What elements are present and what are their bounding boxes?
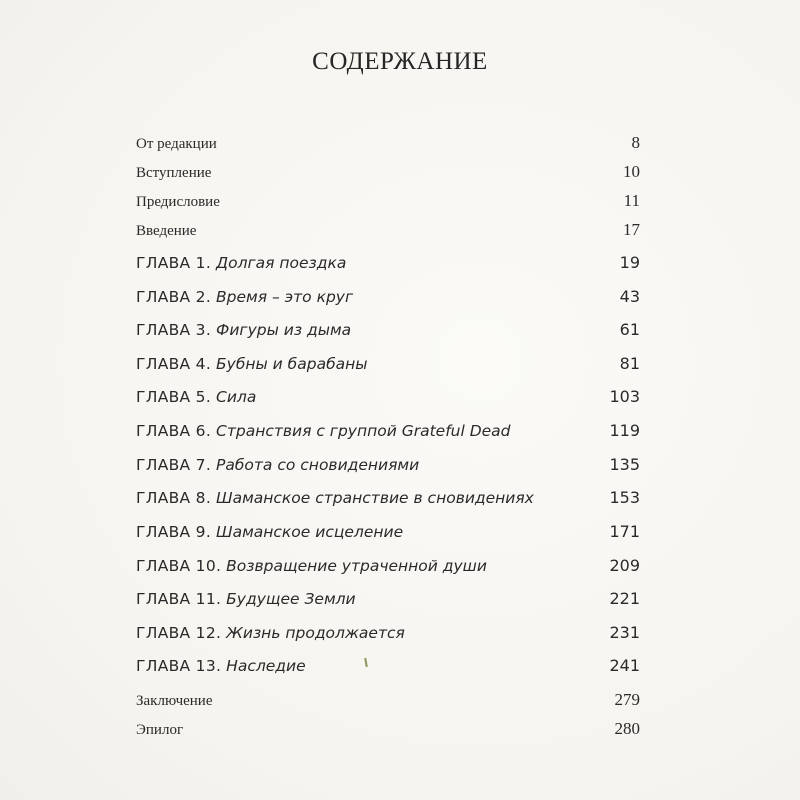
entry-label — [136, 355, 368, 373]
entry-page-number: 8 — [631, 133, 640, 152]
page-title: СОДЕРЖАНИЕ — [312, 48, 488, 75]
chapter-number: ГЛАВА 6. — [136, 422, 212, 440]
entry-label — [136, 489, 534, 507]
entry-label — [136, 624, 405, 642]
entry-label — [136, 456, 419, 474]
toc-entry-chapter-9[interactable] — [136, 522, 640, 541]
chapter-number: ГЛАВА 7. — [136, 456, 212, 474]
toc-entry-chapter-5[interactable] — [136, 387, 640, 406]
entry-label — [136, 422, 511, 440]
chapter-title: Сила — [216, 388, 257, 406]
entry-label — [136, 657, 306, 675]
entry-label: От редакции — [136, 136, 217, 152]
entry-page-number: 19 — [619, 253, 640, 272]
chapter-title: Работа со сновидениями — [216, 456, 420, 474]
toc-entry-chapter-6[interactable] — [136, 421, 640, 440]
toc-entry-chapter-4[interactable] — [136, 354, 640, 373]
entry-label: Предисловие — [136, 194, 220, 210]
entry-page-number: 171 — [609, 522, 640, 541]
entry-page-number: 135 — [609, 455, 640, 474]
entry-label — [136, 321, 351, 339]
chapter-title: Возвращение утраченной души — [226, 557, 487, 575]
entry-label: Заключение — [136, 693, 213, 709]
chapter-number: ГЛАВА 2. — [136, 288, 212, 306]
entry-page-number: 153 — [609, 488, 640, 507]
toc-entry-chapter-3[interactable] — [136, 320, 640, 339]
chapter-title: Шаманское странствие в сновидениях — [216, 489, 534, 507]
chapter-number: ГЛАВА 5. — [136, 388, 212, 406]
chapter-number: ГЛАВА 10. — [136, 557, 222, 575]
entry-page-number: 119 — [609, 421, 640, 440]
chapter-number: ГЛАВА 4. — [136, 355, 212, 373]
chapter-number: ГЛАВА 8. — [136, 489, 212, 507]
chapter-number: ГЛАВА 1. — [136, 254, 212, 272]
toc-entry-introduction[interactable] — [136, 220, 640, 240]
entry-label: Вступление — [136, 165, 212, 181]
chapter-number: ГЛАВА 11. — [136, 590, 222, 608]
chapter-number: ГЛАВА 9. — [136, 523, 212, 541]
entry-label — [136, 557, 487, 575]
toc-entry-epilogue[interactable] — [136, 719, 640, 739]
chapter-title: Фигуры из дыма — [216, 321, 352, 339]
chapter-number: ГЛАВА 3. — [136, 321, 212, 339]
toc-entry-from-editors[interactable] — [136, 133, 640, 153]
entry-page-number: 81 — [619, 354, 640, 373]
toc-entry-chapter-7[interactable] — [136, 455, 640, 474]
chapter-title: Жизнь продолжается — [226, 624, 405, 642]
chapter-title: Странствия с группой Grateful Dead — [216, 422, 511, 440]
chapter-title: Наследие — [226, 657, 306, 675]
entry-page-number: 10 — [623, 162, 640, 181]
entry-page-number: 43 — [619, 287, 640, 306]
chapter-title: Шаманское исцеление — [216, 523, 404, 541]
toc-entry-chapter-11[interactable] — [136, 589, 640, 608]
toc-entry-foreword[interactable] — [136, 191, 640, 211]
entry-label — [136, 388, 256, 406]
entry-page-number: 241 — [609, 656, 640, 675]
entry-page-number: 11 — [623, 191, 640, 210]
entry-label — [136, 590, 356, 608]
chapter-title: Будущее Земли — [226, 590, 356, 608]
entry-label — [136, 523, 403, 541]
toc-entry-introduction-note[interactable] — [136, 162, 640, 182]
toc-entry-conclusion[interactable] — [136, 690, 640, 710]
entry-page-number: 61 — [619, 320, 640, 339]
toc-entry-chapter-12[interactable] — [136, 623, 640, 642]
toc-entry-chapter-1[interactable] — [136, 253, 640, 272]
chapter-title: Долгая поездка — [216, 254, 347, 272]
entry-label — [136, 254, 346, 272]
chapter-number: ГЛАВА 12. — [136, 624, 222, 642]
toc-entry-chapter-13[interactable] — [136, 656, 640, 675]
entry-page-number: 221 — [609, 589, 640, 608]
entry-label: Эпилог — [136, 722, 184, 738]
entry-page-number: 17 — [623, 220, 640, 239]
table-of-contents — [136, 0, 640, 800]
entry-label — [136, 288, 353, 306]
toc-entry-chapter-10[interactable] — [136, 556, 640, 575]
toc-entry-chapter-2[interactable] — [136, 287, 640, 306]
entry-label: Введение — [136, 223, 197, 239]
chapter-title: Время – это круг — [216, 288, 354, 306]
entry-page-number: 279 — [614, 690, 640, 709]
toc-entry-chapter-8[interactable] — [136, 488, 640, 507]
entry-page-number: 209 — [609, 556, 640, 575]
entry-page-number: 103 — [609, 387, 640, 406]
entry-page-number: 231 — [609, 623, 640, 642]
entry-page-number: 280 — [614, 719, 640, 738]
chapter-title: Бубны и барабаны — [216, 355, 368, 373]
chapter-number: ГЛАВА 13. — [136, 657, 222, 675]
